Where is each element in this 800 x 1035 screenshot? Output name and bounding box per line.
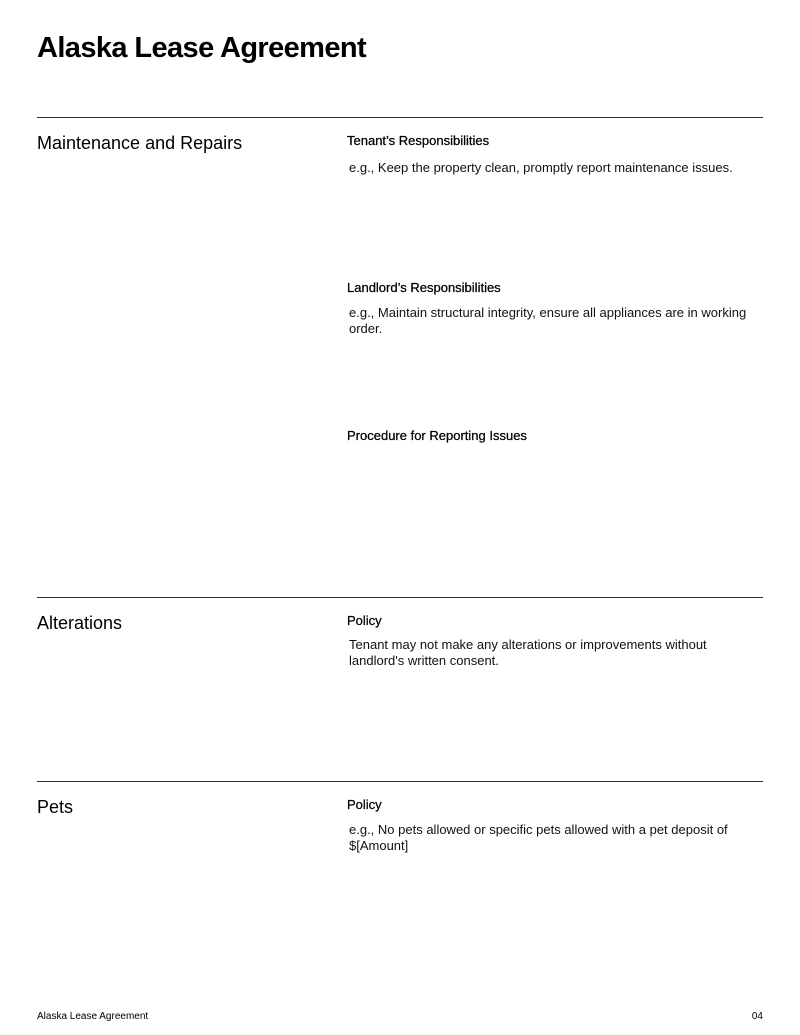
section-divider <box>37 781 763 782</box>
pets-policy-label: Policy <box>347 797 382 812</box>
pets-policy-value[interactable]: e.g., No pets allowed or specific pets allowed with a pet deposit of $[Amount] <box>349 822 728 853</box>
section-divider <box>37 117 763 118</box>
reporting-procedure-label: Procedure for Reporting Issues <box>347 428 527 443</box>
section-divider <box>37 597 763 598</box>
tenant-responsibilities-label: Tenant’s Responsibilities <box>347 133 490 148</box>
document-title: Alaska Lease Agreement <box>37 32 367 64</box>
section-title-maintenance: Maintenance and Repairs <box>37 133 243 153</box>
landlord-responsibilities-value[interactable]: e.g., Maintain structural integrity, ensure all appliances are in working order. <box>349 305 747 336</box>
page-number: 04 <box>751 1011 763 1022</box>
landlord-responsibilities-label: Landlord’s Responsibilities <box>347 280 501 295</box>
footer-document-title: Alaska Lease Agreement <box>37 1011 149 1022</box>
reporting-procedure-value[interactable] <box>349 453 759 573</box>
tenant-responsibilities-value[interactable]: e.g., Keep the property clean, promptly report maintenance issues. <box>349 160 733 175</box>
alterations-policy-label: Policy <box>347 613 382 628</box>
section-title-pets: Pets <box>37 797 74 817</box>
section-title-alterations: Alterations <box>37 613 123 633</box>
alterations-policy-value[interactable]: Tenant may not make any alterations or improvements without landlord's written consent. <box>349 637 707 668</box>
